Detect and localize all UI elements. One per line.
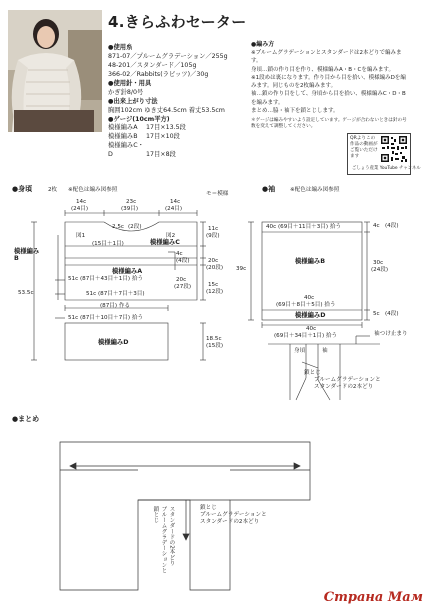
method-line: ※プルームグラデーションとスタンダードは2本どりで編みます。 <box>251 50 402 65</box>
neck-rows: (2段) <box>128 224 142 230</box>
qr-channel: ごしょう産業 YouTube チャンネル <box>352 166 421 171</box>
total-height: 53.5c <box>18 290 34 296</box>
needle-heading: ●使用針・用具 <box>108 79 152 87</box>
assembly-note: プルームグラデーションと <box>200 512 267 518</box>
yarn-line: 48-201／スタンダード／105g <box>108 61 197 69</box>
diagram-1-label: 図1 <box>76 233 86 239</box>
assembly-note: 鎖とじ <box>152 506 159 523</box>
sleeve-bottom-width: 40c <box>306 326 317 332</box>
gauge-heading: ●ゲージ(10cm平方) <box>108 115 170 123</box>
gauge-name: 模様編みB <box>108 133 138 141</box>
dim-right-rows: (15段) <box>206 343 224 349</box>
dim-right-cm: 11c <box>208 226 219 232</box>
dim-top-cm: 14c <box>76 199 87 205</box>
size-heading: ●出来上がり寸法 <box>108 97 158 105</box>
body-legend: モ＝模様 <box>206 191 229 197</box>
dim-right-cm: 20c <box>176 277 187 283</box>
method-line: 袖…鎖の作り目をして、身頃から目を拾い、模様編みC・D・Bを編みます。 <box>251 91 406 106</box>
join-note: スタンダードの2本どり <box>314 384 374 390</box>
method-line: ※1段めは裏になります。作り目から目を拾い、模様編みDを編みます。同じものを2枚編みます。 <box>251 74 406 89</box>
sleeve-dim-cm: 30c <box>373 260 384 266</box>
sleeve-top-row: 40c (69目＋11目＋3目) 拾う <box>266 224 342 230</box>
join-note: 鎖とじ <box>304 370 321 376</box>
gauge-name: 模様編みC・D <box>108 142 144 159</box>
pattern-b-text: 模様編みB <box>14 248 40 263</box>
dim-top-cm: 23c <box>126 199 137 205</box>
sleeve-dim-cm: 5c <box>373 311 380 317</box>
neck-depth: 2.5c <box>112 224 124 230</box>
assembly-section-title: ●まとめ <box>12 415 40 423</box>
sleeve-label: 袖 <box>322 348 328 354</box>
body-color-note: ※配色は編み図参照 <box>68 187 118 193</box>
yarn-heading: ●使用糸 <box>108 44 133 51</box>
dim-right-rows: (20段) <box>206 265 224 271</box>
sleeve-dim-cm: 4c <box>373 223 380 229</box>
sleeve-pattern-d: 模様編みD <box>295 312 326 319</box>
join-note: プルームグラデーションと <box>314 377 381 383</box>
pickup-row-1: 51c (87目＋43目＋1目) 拾う <box>68 276 144 282</box>
assembly-note: 鎖とじ <box>200 505 217 511</box>
dim-top-sts: (39目) <box>121 206 139 212</box>
pattern-a-label: 模様編みA <box>112 268 143 275</box>
dim-top-sts: (24目) <box>71 206 89 212</box>
dim-right-cm: 18.5c <box>206 336 222 342</box>
method-heading: ●編み方 <box>251 41 275 48</box>
gauge-footnote: ＊ゲージは編みやすいよう設定しています。ゲージが合わないときは針の号数を変えて調整してください。 <box>251 118 407 130</box>
page-title: 4.きらふわセーター <box>108 13 247 31</box>
sleeve-attach-label: 袖つけ止まり <box>374 331 408 337</box>
dim-right-cm: 20c <box>208 258 219 264</box>
dim-top-sts: (24目) <box>165 206 183 212</box>
sleeve-section-title: ●袖 <box>262 185 276 193</box>
pickup-row-3: 51c (87目＋10目＋7目) 拾う <box>68 315 144 321</box>
watermark-logo: Страна Мам <box>323 590 423 606</box>
dim-right-cm: 15c <box>208 282 219 288</box>
sleeve-height: 39c <box>236 266 247 272</box>
needle-line: かぎ針8/0号 <box>108 88 144 96</box>
pickup-row-2: 51c (87目＋7目＋3目) <box>86 291 145 297</box>
sleeve-pattern-b: 模様編みB <box>295 258 325 265</box>
dim-right-cm: 4c <box>176 251 183 257</box>
cast-on-row: (87目) 作る <box>100 303 131 309</box>
assembly-note: スタンダードの2本どり <box>168 506 175 566</box>
qr-caption: QRよりこの作品の動画がご覧いただけます <box>350 136 378 159</box>
gauge-value: 17目×13.5段 <box>146 124 186 132</box>
sleeve-mid-row: (69目＋8目＋5目) 拾う <box>276 302 336 308</box>
body-count: 2枚 <box>48 187 58 193</box>
assembly-note: プルームグラデーションと <box>160 506 167 574</box>
dim-right-rows: (4段) <box>176 258 190 264</box>
sleeve-bottom-row: (69目＋34目＋1目) 拾う <box>274 333 338 339</box>
diagram-2-label: 図2 <box>166 233 176 239</box>
yarn-line: 366-02／Rabbits(ラビッツ)／30g <box>108 70 209 78</box>
pattern-c-label: 模様編みC <box>150 239 180 246</box>
method-line: 身頃…鎖の作り目を作り、模様編みA・B・Cを編みます。 <box>251 66 394 73</box>
sleeve-dim-rows: (24段) <box>371 267 389 273</box>
sleeve-dim-rows: (4段) <box>385 311 399 317</box>
gauge-value: 17目×8段 <box>146 151 176 159</box>
dim-top-cm: 14c <box>170 199 181 205</box>
body-label: 身頃 <box>294 348 306 354</box>
pattern-c-pickup: (15目＋1目) <box>92 241 124 247</box>
sleeve-color-note: ※配色は編み図参照 <box>290 187 340 193</box>
pattern-d-label: 模様編みD <box>98 339 129 346</box>
yarn-line: 871-07／プルームグラデーション／255g <box>108 52 228 60</box>
sleeve-dim-rows: (4段) <box>385 223 399 229</box>
gauge-value: 17目×10段 <box>146 133 180 141</box>
body-section-title: ●身頃 <box>12 185 33 193</box>
size-line: 胸囲102cm ゆき丈64.5cm 着丈53.5cm <box>108 106 225 114</box>
dim-right-rows: (27段) <box>174 284 192 290</box>
assembly-note: スタンダードの2本どり <box>200 519 260 525</box>
gauge-name: 模様編みA <box>108 124 138 132</box>
dim-right-rows: (12段) <box>206 289 224 295</box>
method-line: まとめ…脇・袖下を鎖とじします。 <box>251 107 339 114</box>
dim-right-rows: (9段) <box>206 233 220 239</box>
pattern-b-label <box>14 248 42 262</box>
sleeve-mid-width: 40c <box>304 295 315 301</box>
